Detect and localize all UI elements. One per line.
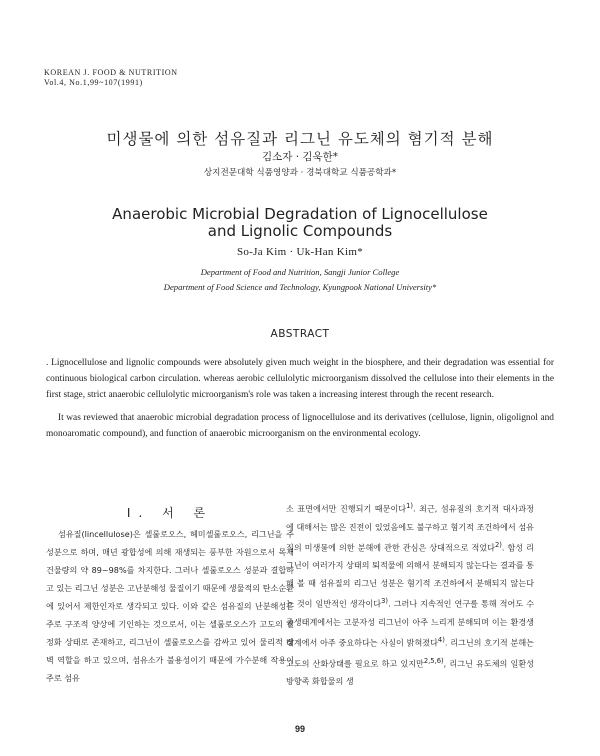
english-title-line2: and Lignolic Compounds <box>207 222 393 240</box>
intro-right-text-3: . 합성 리그닌이 여러가지 상태의 퇴적물에 의해서 분해되지 않는다는 결과를 통해 볼 때 섬유질의 리그닌 성분은 혐기적 조건하에서 분해되지 않는다는 것이 일반적인 생각이다 <box>286 542 534 610</box>
citation-ref: 3) <box>381 597 389 606</box>
english-authors: So-Ja Kim · Uk-Han Kim* <box>236 246 364 258</box>
korean-affiliation: 상지전문대학 식품영양과 · 경북대학교 식품공학과* <box>203 168 397 178</box>
english-title-line1: Anaerobic Microbial Degradation of Lignocellulose <box>112 205 488 223</box>
intro-right-column <box>286 497 534 690</box>
abstract-paragraph-1: . Lignocellulose and lignolic compounds were absolutely given much weight in the biosphere, and their degradation was essential for continuous biological carbon circulation. whereas aerobic cellulolytic microorganism dissolved the cellulose into their elements in the first stage, strict anaerobic cellulolytic microorganism's role was taken a increasing interest through the recent research. <box>46 358 554 400</box>
abstract-heading: ABSTRACT <box>270 328 330 340</box>
english-affiliation-2: Department of Food Science and Technology, Kyungpook National University* <box>163 282 437 292</box>
intro-left-text: 섬유질(lincellulose)은 셀룰로오스, 헤미셀룰로오스, 리그닌을 주성분으로 하며, 매년 광합성에 의해 재생되는 풍부한 자원으로서 목재 건물량의 약 89~98%를 차지한다. 그러나 셀룰로오스 성분과 결합하고 있는 리그닌 성분은 고난분해성 물질이기 때문에 생물적의 탄소순환에 있어서 제한인자로 생각되고 있다. 이와 같은 섬유질의 난분해성은 주로 구조적 양상에 기인하는 것으로서, 이는 셀룰로오스가 고도의 결정화 상태로 존재하고, 리그닌이 셀룰로오스를 감싸고 있어 물리적 장벽 역할을 하고 있으며, 섬유소가 불용성이기 때문에 가수분해 작용이 주로 섬유 <box>46 529 294 683</box>
intro-right-text-5: . 리그닌의 호기적 분해는 고도의 산화상태를 필요로 하고 있지만 <box>286 637 534 669</box>
intro-left-column <box>46 505 294 687</box>
korean-title: 미생물에 의한 섬유질과 리그닌 유도체의 혐기적 분해 <box>106 130 494 148</box>
citation-ref: 1) <box>406 502 414 510</box>
page-number: 99 <box>294 724 305 734</box>
journal-header <box>44 68 178 88</box>
citation-ref: 4) <box>437 636 445 645</box>
journal-volume: Vol.4, No.1,99~107(1991) <box>44 78 143 87</box>
english-affiliation-1: Department of Food and Nutrition, Sangji Junior College <box>200 267 400 277</box>
intro-heading: I. 서 론 <box>126 506 214 520</box>
english-title <box>0 206 600 240</box>
journal-name: KOREAN J. FOOD & NUTRITION <box>44 68 178 77</box>
intro-right-text-4: . 그러나 지속적인 연구를 통해 적어도 수중생태계에서는 고분자성 리그닌이 아주 느리게 분해되며 이는 환경생태계에서 아주 중요하다는 사실이 밝혀졌다 <box>286 599 534 648</box>
intro-right-text-6: , 리그닌 유도체의 일환성 방향족 화합물의 생 <box>286 658 534 687</box>
intro-right-text-1: 소 표면에서만 진행되기 때문이다 <box>286 503 407 514</box>
korean-authors: 김소자 · 김욱한* <box>261 151 339 163</box>
intro-right-text <box>286 497 534 690</box>
citation-ref: 2) <box>494 540 502 549</box>
citation-ref: 2,5,6) <box>423 656 444 665</box>
abstract-paragraph-2: It was reviewed that anaerobic microbial degradation process of lignocellulose and its derivatives (cellulose, lignin, oligolignol and monoaromatic compound), and function of anaerobic microorganism on the environmental ecology. <box>46 413 554 440</box>
abstract-body <box>46 356 554 451</box>
intro-right-text-2: . 최근, 섬유질의 호기적 대사과정에 대해서는 많은 진전이 있었음에도 불구하고 혐기적 조건하에서 섬유질의 미생물에 의한 분해에 관한 관심은 상대적으로 적었다 <box>286 503 534 553</box>
